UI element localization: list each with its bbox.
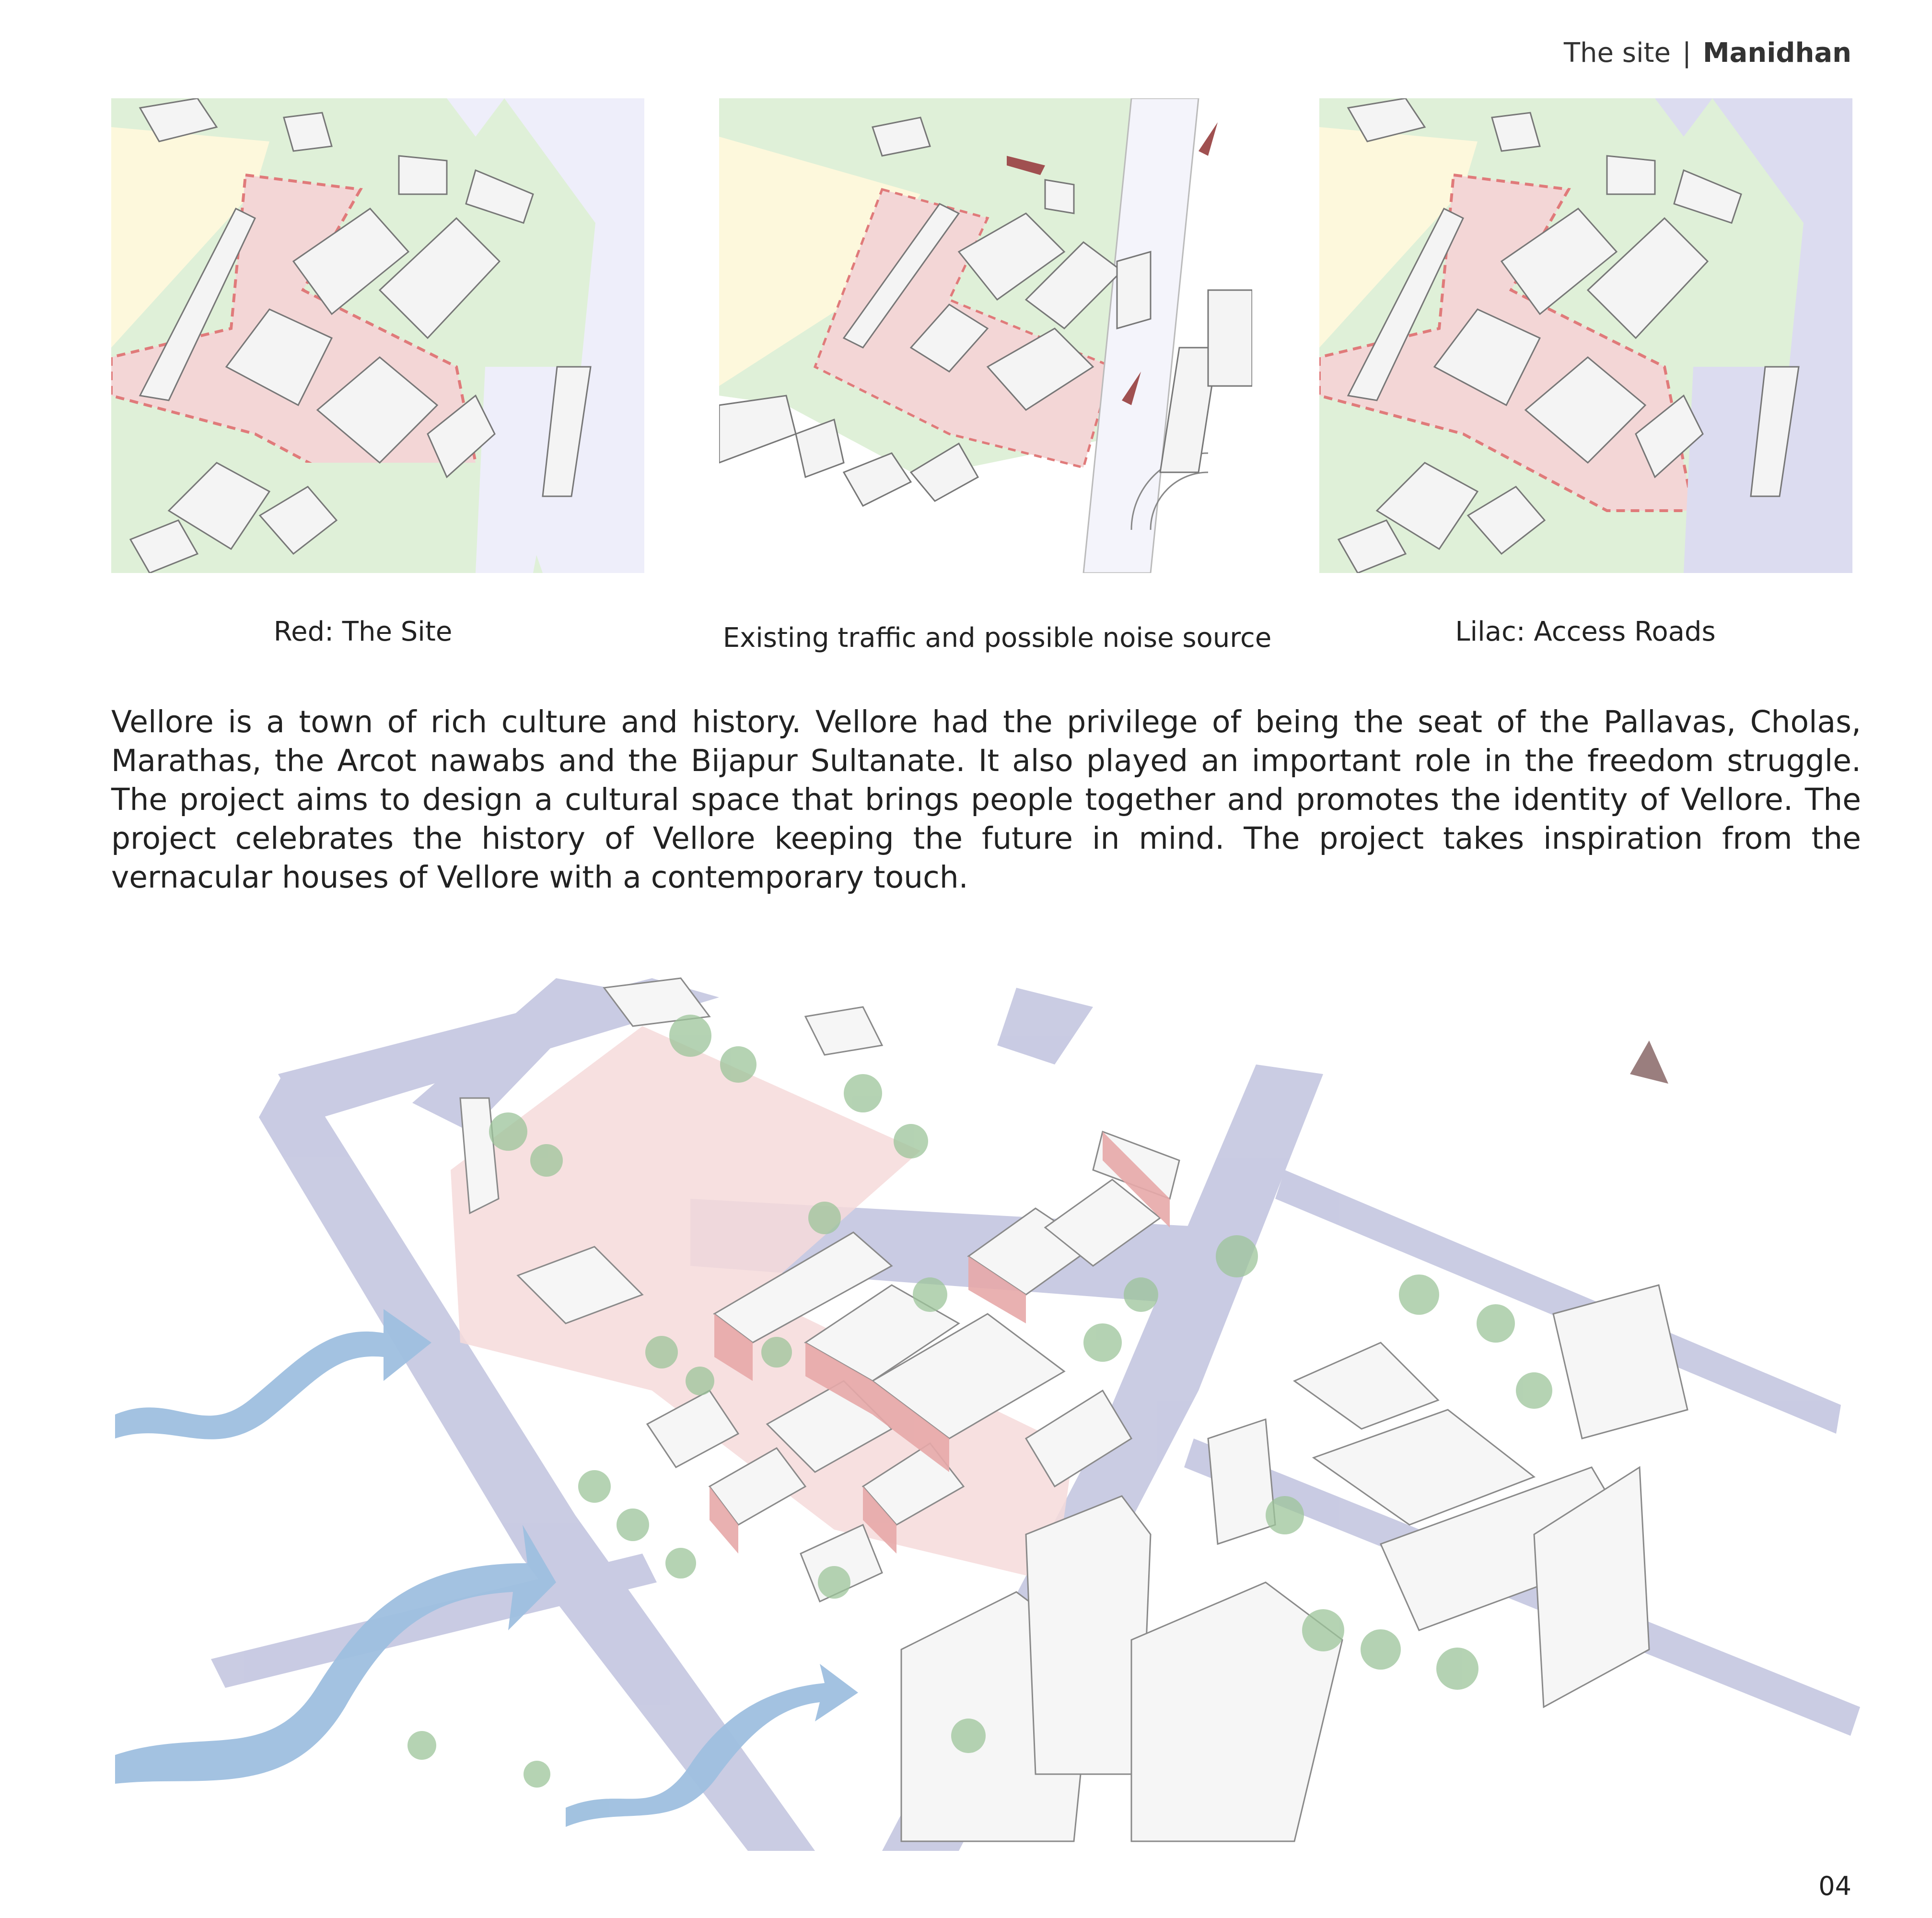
section-title: The site: [1563, 37, 1671, 69]
caption-access-roads: Lilac: Access Roads: [1455, 616, 1716, 647]
access-roads-map-thumbnail: [1319, 98, 1852, 573]
author-name: Manidhan: [1702, 37, 1851, 69]
aerial-site-illustration: [115, 959, 1870, 1851]
page-header: [1564, 37, 1851, 69]
caption-site: Red: The Site: [273, 616, 453, 647]
project-description: Vellore is a town of rich culture and history. Vellore had the privilege of being the seat of the Pallavas, Cholas, Marathas, the Arcot nawabs and the Bijapur Sultanate. It also played an important role in the freedom struggle. The project aims to design a cultural space that brings people together and promotes the identity of Vellore. The project celebrates the history of Vellore keeping the future in mind. The project takes inspiration from the vernacular houses of Vellore with a contemporary touch.: [111, 704, 1861, 895]
site-map-thumbnail: [111, 98, 644, 573]
traffic-map-thumbnail: [719, 98, 1252, 573]
page-number: 04: [1818, 1871, 1851, 1901]
header-separator: |: [1682, 37, 1691, 69]
caption-traffic: Existing traffic and possible noise source: [722, 622, 1272, 654]
